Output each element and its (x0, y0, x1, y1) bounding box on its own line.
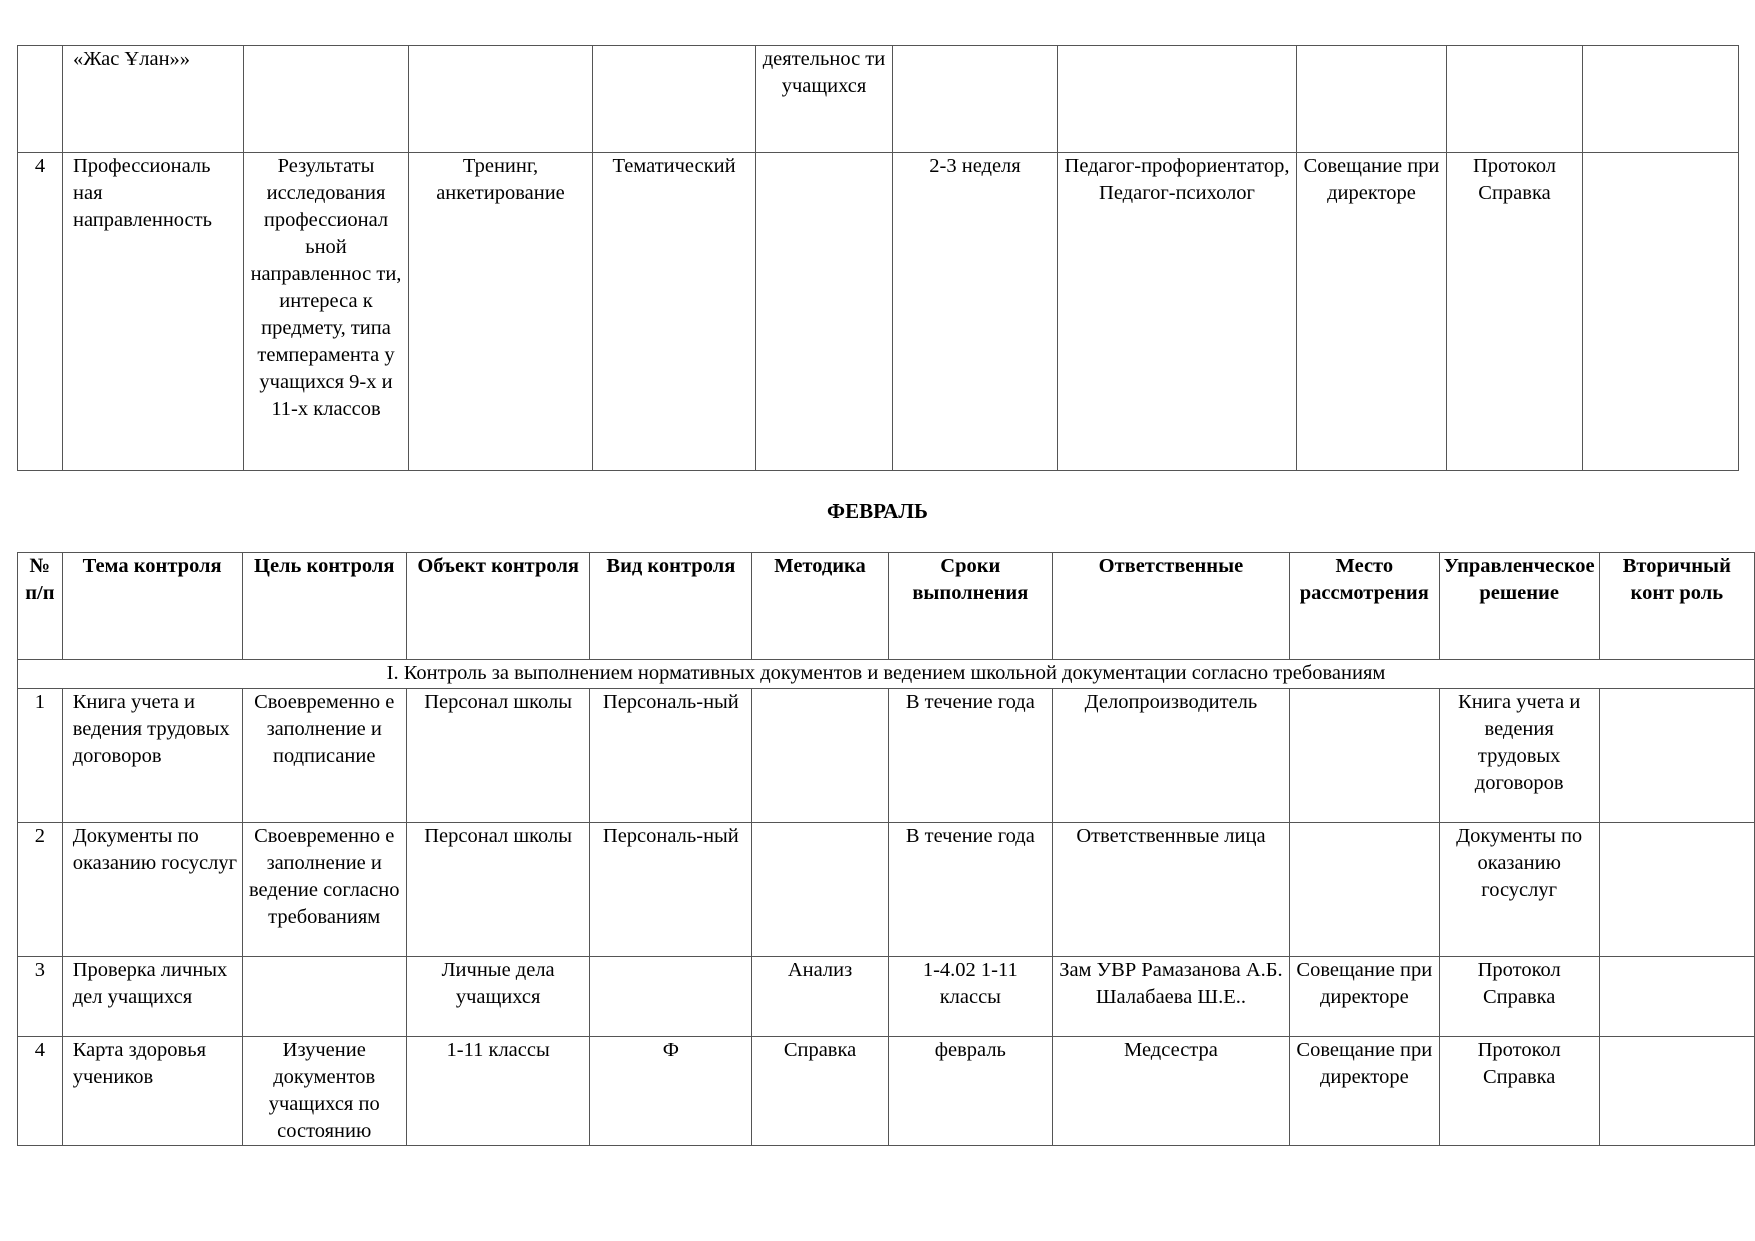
cell-sroki: В течение года (888, 689, 1052, 823)
header-num: № п/п (18, 553, 63, 660)
cell-metodika (752, 823, 888, 957)
cell-cel (244, 46, 409, 153)
cell-vtor (1599, 1037, 1754, 1146)
cell-obekt: Личные дела учащихся (406, 957, 589, 1037)
cell-mesto (1289, 823, 1439, 957)
table-row (18, 823, 1755, 957)
header-obekt: Объект контроля (406, 553, 589, 660)
cell-otv: Медсестра (1052, 1037, 1289, 1146)
cell-metodika: Анализ (752, 957, 888, 1037)
cell-tema: Документы по оказанию госуслуг (62, 823, 242, 957)
table-row (18, 957, 1755, 1037)
table-row (18, 46, 1739, 153)
cell-metodika (756, 153, 893, 471)
cell-reshenie: Протокол Справка (1447, 153, 1583, 471)
cell-tema: Профессиональ ная направленность (63, 153, 244, 471)
cell-obekt: 1-11 классы (406, 1037, 589, 1146)
cell-reshenie (1447, 46, 1583, 153)
cell-vtor (1583, 153, 1739, 471)
cell-mesto: Совещание при директоре (1297, 153, 1447, 471)
table-row (18, 153, 1739, 471)
cell-obekt (409, 46, 593, 153)
cell-vid: Персональ-ный (590, 689, 752, 823)
cell-tema: «Жас Ұлан»» (63, 46, 244, 153)
header-vtor: Вторичный конт роль (1599, 553, 1754, 660)
cell-cel (242, 957, 406, 1037)
cell-tema: Карта здоровья учеников (62, 1037, 242, 1146)
cell-vtor (1599, 823, 1754, 957)
cell-obekt: Персонал школы (406, 823, 589, 957)
cell-metodika (752, 689, 888, 823)
header-cel: Цель контроля (242, 553, 406, 660)
cell-sroki: В течение года (888, 823, 1052, 957)
cell-tema: Проверка личных дел учащихся (62, 957, 242, 1037)
cell-mesto (1297, 46, 1447, 153)
cell-obekt: Тренинг, анкетирование (409, 153, 593, 471)
cell-vid (590, 957, 752, 1037)
cell-mesto: Совещание при директоре (1289, 957, 1439, 1037)
cell-num: 4 (18, 153, 63, 471)
cell-vid (593, 46, 756, 153)
cell-reshenie: Книга учета и ведения трудовых договоров (1439, 689, 1599, 823)
cell-otv: Ответственнвые лица (1052, 823, 1289, 957)
cell-sroki: 2-3 неделя (893, 153, 1058, 471)
plan-table-continued (17, 45, 1739, 471)
cell-reshenie: Протокол Справка (1439, 1037, 1599, 1146)
cell-metodika: деятельнос ти учащихся (756, 46, 893, 153)
cell-mesto: Совещание при директоре (1289, 1037, 1439, 1146)
cell-num: 2 (18, 823, 63, 957)
header-mesto: Место рассмотрения (1289, 553, 1439, 660)
cell-metodika: Справка (752, 1037, 888, 1146)
cell-reshenie: Документы по оказанию госуслуг (1439, 823, 1599, 957)
header-tema: Тема контроля (62, 553, 242, 660)
cell-num (18, 46, 63, 153)
section-title: ФЕВРАЛЬ (827, 499, 928, 523)
header-sroki: Сроки выполнения (888, 553, 1052, 660)
section-row-label: I. Контроль за выполнением нормативных документов и ведением школьной документации согласно требованиям (18, 660, 1755, 689)
table-row (18, 1037, 1755, 1146)
header-metodika: Методика (752, 553, 888, 660)
cell-otv: Педагог-профориентатор, Педагог-психолог (1058, 153, 1297, 471)
cell-sroki (893, 46, 1058, 153)
section-row (18, 660, 1755, 689)
cell-vtor (1599, 957, 1754, 1037)
header-otv: Ответственные (1052, 553, 1289, 660)
cell-sroki: 1-4.02 1-11 классы (888, 957, 1052, 1037)
plan-table-february (17, 552, 1755, 1146)
cell-obekt: Персонал школы (406, 689, 589, 823)
cell-cel: Своевременно е заполнение и ведение согласно требованиям (242, 823, 406, 957)
cell-cel: Своевременно е заполнение и подписание (242, 689, 406, 823)
header-row (18, 553, 1755, 660)
cell-otv (1058, 46, 1297, 153)
cell-vid: Ф (590, 1037, 752, 1146)
cell-tema: Книга учета и ведения трудовых договоров (62, 689, 242, 823)
cell-otv: Делопроизводитель (1052, 689, 1289, 823)
cell-num: 3 (18, 957, 63, 1037)
cell-vtor (1599, 689, 1754, 823)
header-reshenie: Управленческое решение (1439, 553, 1599, 660)
header-vid: Вид контроля (590, 553, 752, 660)
cell-cel: Результаты исследования профессионал ьной направленнос ти, интереса к предмету, типа темперамента у учащихся 9-х и 11-х классов (244, 153, 409, 471)
cell-vid: Тематический (593, 153, 756, 471)
cell-mesto (1289, 689, 1439, 823)
cell-num: 1 (18, 689, 63, 823)
table-row (18, 689, 1755, 823)
cell-vid: Персональ-ный (590, 823, 752, 957)
cell-num: 4 (18, 1037, 63, 1146)
cell-reshenie: Протокол Справка (1439, 957, 1599, 1037)
cell-cel: Изучение документов учащихся по состоянию (242, 1037, 406, 1146)
cell-otv: Зам УВР Рамазанова А.Б. Шалабаева Ш.Е.. (1052, 957, 1289, 1037)
cell-vtor (1583, 46, 1739, 153)
cell-sroki: февраль (888, 1037, 1052, 1146)
